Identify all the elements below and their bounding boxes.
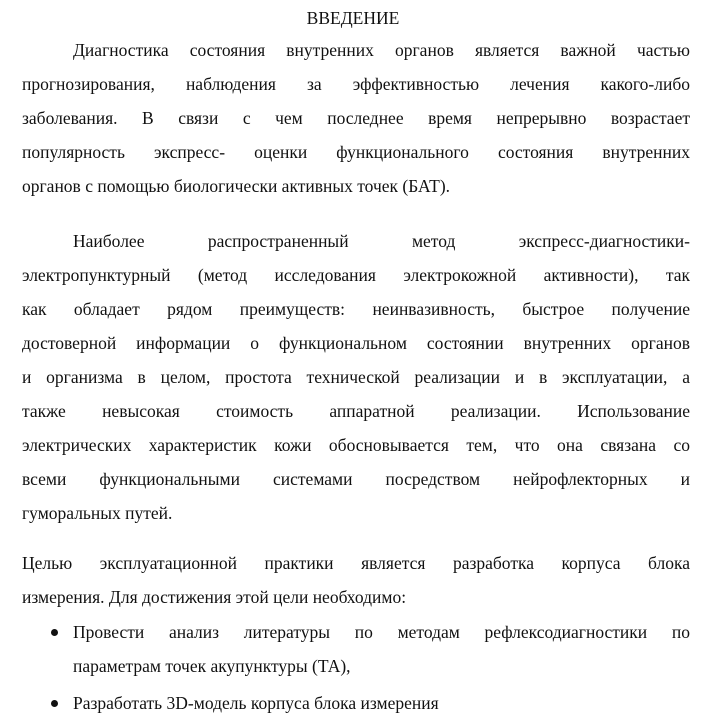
text-line: как обладает рядом преимуществ: неинвазивность, быстрое получение (22, 299, 690, 319)
text-line: популярность экспресс- оценки функционального состояния внутренних (22, 142, 690, 162)
text-line: Целью эксплуатационной практики является разработка корпуса блока (22, 553, 690, 573)
text-line: параметрам точек акупунктуры (ТА), (73, 656, 351, 676)
text-line: Наиболее распространенный метод экспресс-диагностики- (73, 231, 690, 251)
bullet-icon (51, 629, 58, 636)
text-line: Разработать 3D-модель корпуса блока измерения (73, 693, 439, 713)
text-line: органов с помощью биологически активных точек (БАТ). (22, 176, 451, 196)
list-item (73, 615, 690, 683)
text-line: Провести анализ литературы по методам рефлексодиагностики по (73, 622, 690, 642)
text-line: достоверной информации о функциональном состоянии внутренних органов (22, 333, 690, 353)
text-line: измерения. Для достижения этой цели необходимо: (22, 587, 407, 607)
list-item (73, 686, 690, 720)
text-line: электропунктурный (метод исследования электрокожной активности), так (22, 265, 690, 285)
bullet-icon (51, 700, 58, 707)
text-line: также невысокая стоимость аппаратной реализации. Использование (22, 401, 690, 421)
paragraph-goal (22, 546, 690, 614)
text-line: электрических характеристик кожи обосновывается тем, что она связана со (22, 435, 690, 455)
paragraph-intro (22, 33, 690, 203)
text-line: гуморальных путей. (22, 503, 173, 523)
text-line: прогнозирования, наблюдения за эффективностью лечения какого-либо (22, 74, 690, 94)
text-line: заболевания. В связи с чем последнее время непрерывно возрастает (22, 108, 690, 128)
paragraph-method (22, 224, 690, 530)
text-line: всеми функциональными системами посредством нейрофлекторных и (22, 469, 690, 489)
text-line: Диагностика состояния внутренних органов является важной частью (73, 40, 690, 60)
document-title: ВВЕДЕНИЕ (306, 8, 400, 28)
text-line: и организма в целом, простота технической реализации и в эксплуатации, а (22, 367, 690, 387)
